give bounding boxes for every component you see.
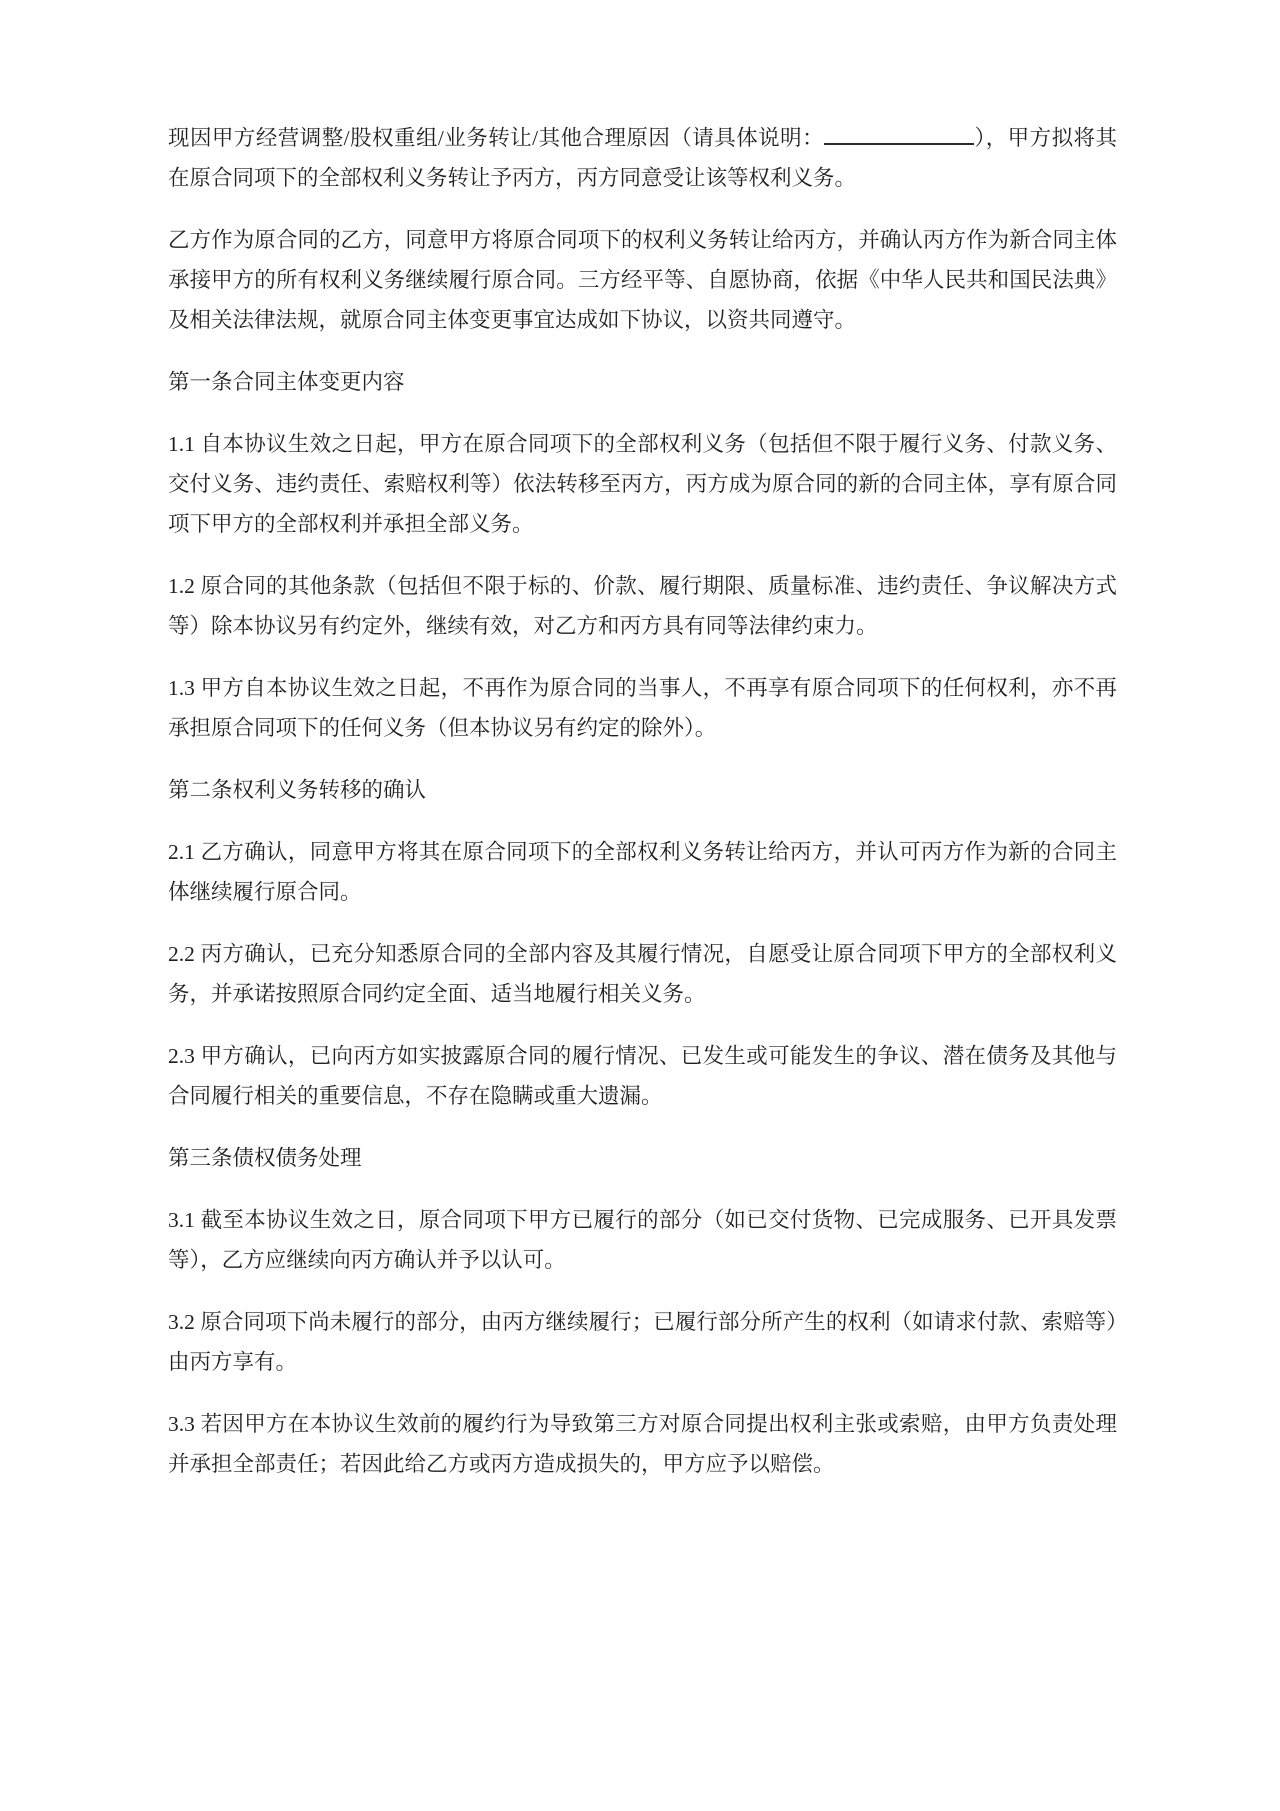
paragraph-text: 现因甲方经营调整/股权重组/业务转让/其他合理原因（请具体说明： [168,126,825,150]
paragraph-text: ），甲方拟将其在原合同项下的全部权利义务转让予丙方，丙方同意受让该等权利义务。 [168,126,1117,190]
paragraph: 1.1 自本协议生效之日起，甲方在原合同项下的全部权利义务（包括但不限于履行义务、付款义务、交付义务、违约责任、索赔权利等）依法转移至丙方，丙方成为原合同的新的合同主体，享有原合同项下甲方的全部权利并承担全部义务。 [168,432,1117,536]
section-heading: 第一条合同主体变更内容 [168,370,405,394]
paragraph: 1.2 原合同的其他条款（包括但不限于标的、价款、履行期限、质量标准、违约责任、争议解决方式等）除本协议另有约定外，继续有效，对乙方和丙方具有同等法律约束力。 [168,574,1117,638]
paragraph: 2.2 丙方确认，已充分知悉原合同的全部内容及其履行情况，自愿受让原合同项下甲方的全部权利义务，并承诺按照原合同约定全面、适当地履行相关义务。 [168,942,1117,1006]
paragraph: 3.3 若因甲方在本协议生效前的履约行为导致第三方对原合同提出权利主张或索赔，由甲方负责处理并承担全部责任；若因此给乙方或丙方造成损失的，甲方应予以赔偿。 [168,1412,1117,1476]
section-heading: 第三条债权债务处理 [168,1146,362,1170]
paragraph: 2.1 乙方确认，同意甲方将其在原合同项下的全部权利义务转让给丙方，并认可丙方作为新的合同主体继续履行原合同。 [168,840,1117,904]
paragraph: 2.3 甲方确认，已向丙方如实披露原合同的履行情况、已发生或可能发生的争议、潜在债务及其他与合同履行相关的重要信息，不存在隐瞒或重大遗漏。 [168,1044,1117,1108]
paragraph: 乙方作为原合同的乙方，同意甲方将原合同项下的权利义务转让给丙方，并确认丙方作为新合同主体承接甲方的所有权利义务继续履行原合同。三方经平等、自愿协商，依据《中华人民共和国民法典》及相关法律法规，就原合同主体变更事宜达成如下协议，以资共同遵守。 [168,228,1117,332]
paragraph: 3.1 截至本协议生效之日，原合同项下甲方已履行的部分（如已交付货物、已完成服务、已开具发票等），乙方应继续向丙方确认并予以认可。 [168,1208,1117,1272]
section-heading: 第二条权利义务转移的确认 [168,778,427,802]
blank-underline [824,122,974,146]
document-body [168,118,1117,1484]
paragraph [168,118,1117,198]
paragraph: 3.2 原合同项下尚未履行的部分，由丙方继续履行；已履行部分所产生的权利（如请求付款、索赔等）由丙方享有。 [168,1310,1117,1374]
paragraph: 1.3 甲方自本协议生效之日起，不再作为原合同的当事人，不再享有原合同项下的任何权利，亦不再承担原合同项下的任何义务（但本协议另有约定的除外）。 [168,676,1117,740]
